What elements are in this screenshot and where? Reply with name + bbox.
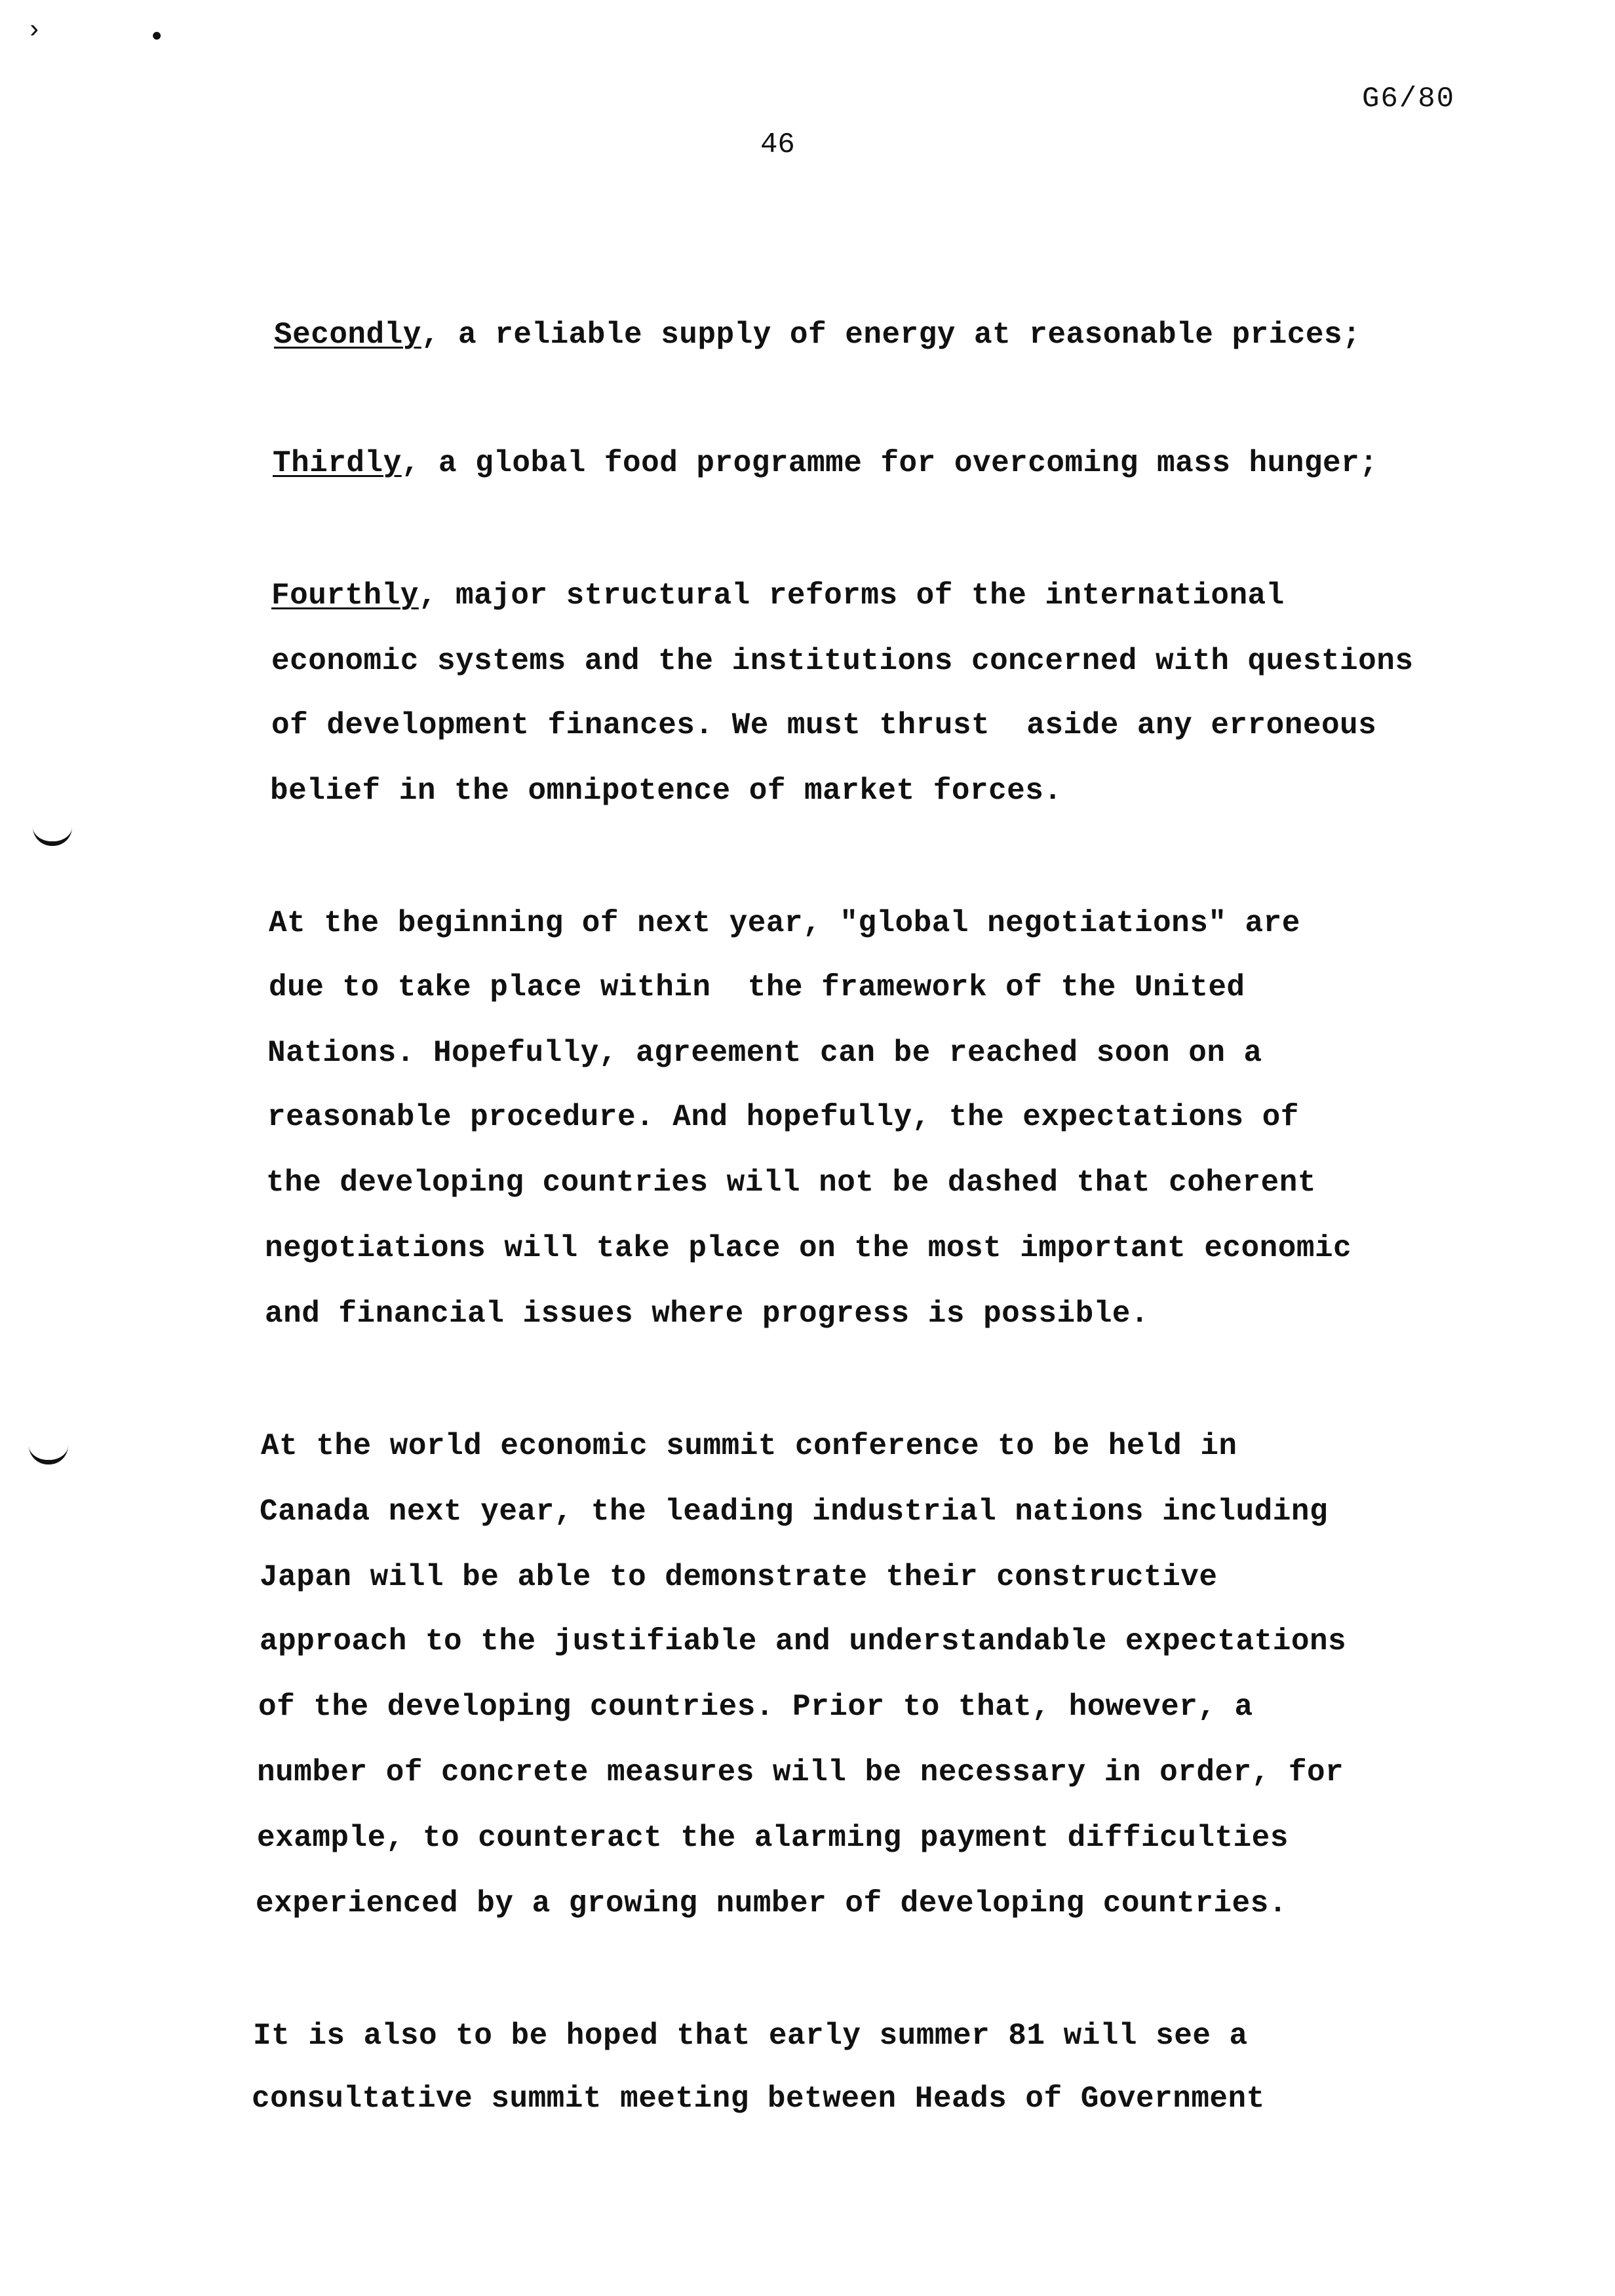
body-line: Secondly, a reliable supply of energy at reasonable prices;: [274, 318, 1361, 352]
body-line: economic systems and the institutions concerned with questions: [271, 644, 1414, 678]
body-line: consultative summit meeting between Heads of Government: [252, 2082, 1265, 2116]
body-line: belief in the omnipotence of market forces.: [270, 774, 1062, 808]
enumeration-term: Secondly: [274, 318, 421, 352]
enumeration-term: Fourthly: [271, 579, 419, 613]
body-line: negotiations will take place on the most important economic: [265, 1231, 1352, 1265]
document-reference: G6/80: [1362, 83, 1456, 115]
body-line: experienced by a growing number of developing countries.: [256, 1886, 1287, 1921]
body-line: reasonable procedure. And hopefully, the expectations of: [267, 1100, 1299, 1134]
body-line: Fourthly, major structural reforms of the international: [271, 579, 1285, 613]
body-line: example, to counteract the alarming payment difficulties: [257, 1821, 1289, 1855]
enumeration-term: Thirdly: [273, 446, 402, 480]
body-line: the developing countries will not be dashed that coherent: [266, 1166, 1316, 1200]
body-line: Japan will be able to demonstrate their constructive: [260, 1560, 1218, 1594]
body-line: At the beginning of next year, "global negotiations" are: [269, 906, 1300, 940]
margin-bracket-mark: [29, 1445, 68, 1464]
body-line: Nations. Hopefully, agreement can be reached soon on a: [267, 1036, 1262, 1070]
body-line: number of concrete measures will be necessary in order, for: [257, 1755, 1344, 1789]
body-line: Canada next year, the leading industrial nations including: [260, 1495, 1329, 1529]
body-line: and financial issues where progress is possible.: [265, 1297, 1150, 1331]
margin-dot-mark: •: [148, 22, 166, 54]
body-line: due to take place within the framework of the United: [269, 970, 1245, 1004]
body-line: approach to the justifiable and understandable expectations: [260, 1624, 1347, 1658]
body-line: It is also to be hoped that early summer 81 will see a: [253, 2019, 1248, 2053]
body-line: of the developing countries. Prior to that, however, a: [258, 1690, 1253, 1724]
body-line: Thirdly, a global food programme for overcoming mass hunger;: [273, 446, 1378, 480]
body-line: At the world economic summit conference to be held in: [261, 1429, 1237, 1463]
page-number: 46: [760, 128, 795, 161]
margin-arrow-mark: ›: [26, 16, 43, 46]
body-line: of development finances. We must thrust aside any erroneous: [271, 708, 1377, 742]
margin-bracket-mark: [33, 827, 72, 846]
